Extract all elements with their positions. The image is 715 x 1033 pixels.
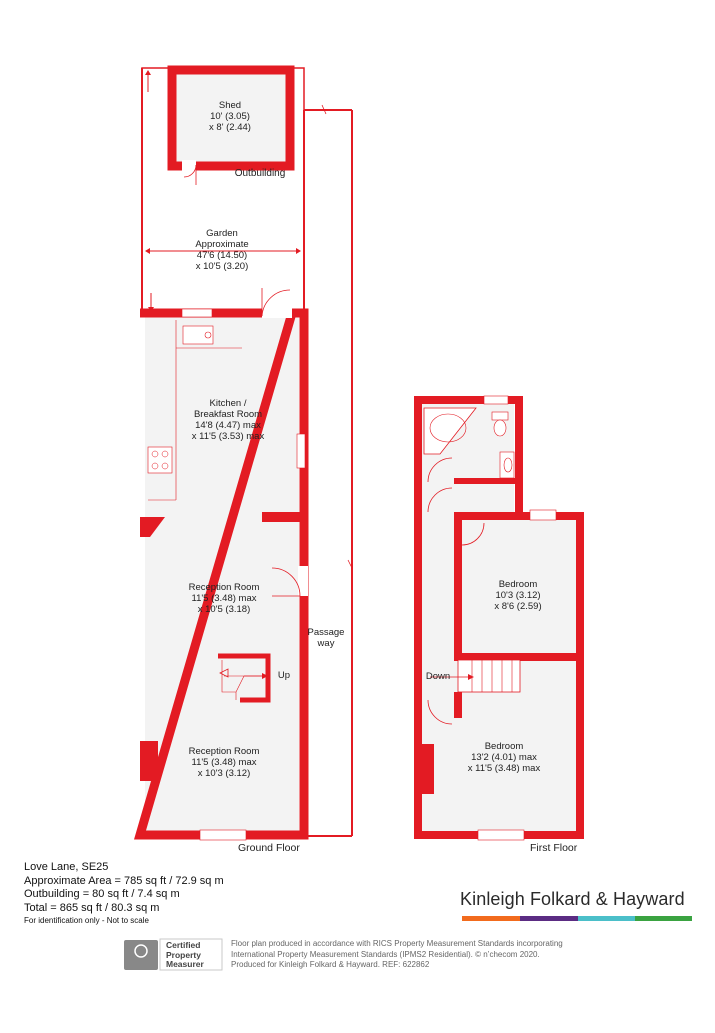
bedroom-small-label: Bedroom 10'3 (3.12) x 8'6 (2.59) (494, 579, 542, 612)
reception-room-1-label: Reception Room 11'5 (3.48) max x 10'5 (3.18) (188, 582, 260, 615)
reception-room-2-label: Reception Room 11'5 (3.48) max x 10'3 (3.12) (188, 746, 260, 779)
stairs-down-label: Down (425, 671, 451, 682)
disclaimer-text: Floor plan produced in accordance with RICS Property Measurement Standards incorporating International Property Measurement Standards (IPMS2 Residential). © n’checom 2020. Produced for Kinleigh Folkard & Hayward. REF: 622862 (231, 939, 563, 969)
address: Love Lane, SE25 (24, 861, 109, 873)
stairs-up-label: Up (277, 670, 291, 681)
first-floor-label: First Floor (530, 842, 578, 854)
bedroom-large-label: Bedroom 13'2 (4.01) max x 11'5 (3.48) max (467, 741, 541, 774)
shed-label: Shed 10' (3.05) x 8' (2.44) (209, 100, 251, 133)
approximate-area: Approximate Area = 785 sq ft / 72.9 sq m (24, 874, 224, 887)
kitchen-label: Kitchen / Breakfast Room 14'8 (4.47) max x 11'5 (3.53) max (191, 398, 265, 442)
total-area: Total = 865 sq ft / 80.3 sq m (24, 901, 160, 914)
property-info (24, 861, 224, 927)
brand-name: Kinleigh Folkard & Hayward (460, 889, 685, 909)
outbuilding-area: Outbuilding = 80 sq ft / 7.4 sq m (24, 888, 180, 900)
ground-floor-label: Ground Floor (238, 842, 300, 854)
brand-colour-bar (462, 916, 692, 921)
passageway-outline (304, 105, 352, 836)
outbuilding-label: Outbuilding (234, 168, 286, 179)
certified-property-measurer: Certified Property Measurer (166, 940, 204, 969)
passageway-label: Passage way (307, 627, 345, 649)
garden-label: Garden Approximate 47'6 (14.50) x 10'5 (3.20) (195, 228, 249, 272)
rics-logo-icon (124, 940, 158, 970)
not-to-scale-note: For identification only - Not to scale (24, 916, 149, 925)
